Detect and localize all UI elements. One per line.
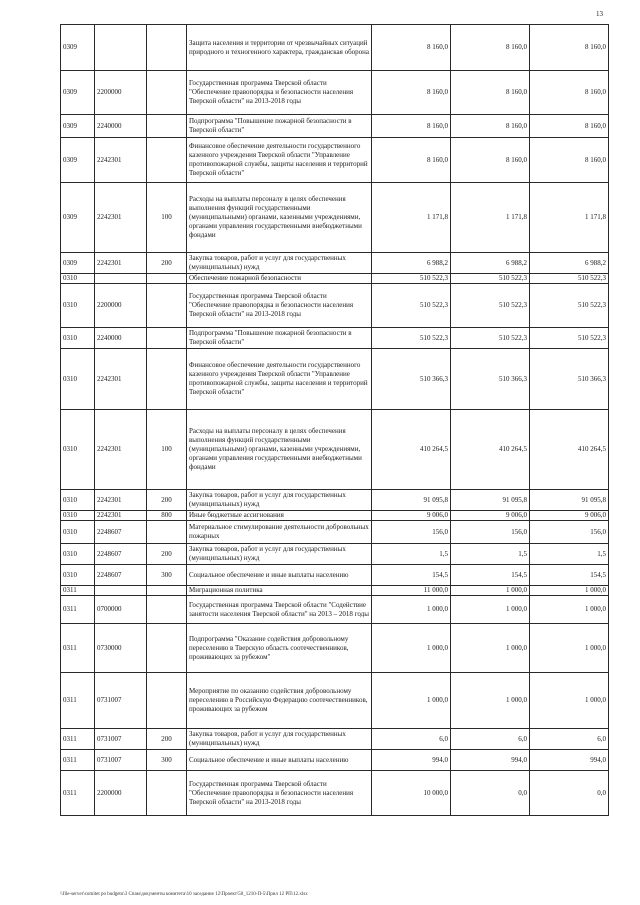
amount-2015-cell: 6 988,2: [451, 253, 530, 274]
amount-2015-cell: 1 000,0: [451, 586, 530, 596]
expense-type-cell: [147, 115, 187, 138]
amount-2016-cell: 510 522,3: [530, 328, 609, 349]
target-article-cell: 0731007: [95, 673, 147, 729]
target-article-cell: 2242301: [95, 253, 147, 274]
section-code-cell: 0310: [61, 274, 95, 284]
table-row: [61, 521, 609, 544]
table-row: [61, 565, 609, 586]
amount-2015-cell: 8 160,0: [451, 115, 530, 138]
item-name-cell: Подпрограмма "Повышение пожарной безопасности в Тверской области": [187, 328, 372, 349]
table-row: [61, 586, 609, 596]
expense-type-cell: 100: [147, 410, 187, 490]
table-row: [61, 410, 609, 490]
amount-2016-cell: 8 160,0: [530, 115, 609, 138]
table-row: [61, 673, 609, 729]
table-row: [61, 490, 609, 511]
item-name-cell: Закупка товаров, работ и услуг для государственных (муниципальных) нужд: [187, 490, 372, 511]
item-name-cell: Социальное обеспечение и иные выплаты населению: [187, 750, 372, 771]
target-article-cell: 2242301: [95, 410, 147, 490]
amount-2016-cell: 1 000,0: [530, 624, 609, 673]
amount-2016-cell: 6 988,2: [530, 253, 609, 274]
expense-type-cell: 200: [147, 253, 187, 274]
item-name-cell: Социальное обеспечение и иные выплаты населению: [187, 565, 372, 586]
amount-2016-cell: 91 095,8: [530, 490, 609, 511]
budget-table: [60, 24, 609, 816]
amount-2014-cell: 994,0: [372, 750, 451, 771]
section-code-cell: 0310: [61, 544, 95, 565]
section-code-cell: 0309: [61, 138, 95, 183]
expense-type-cell: 800: [147, 511, 187, 521]
amount-2014-cell: 510 522,3: [372, 284, 451, 328]
table-row: [61, 349, 609, 410]
amount-2014-cell: 8 160,0: [372, 71, 451, 115]
item-name-cell: Государственная программа Тверской области "Содействие занятости населения Тверской области" на 2013 – 2018 годы: [187, 596, 372, 624]
section-code-cell: 0309: [61, 253, 95, 274]
expense-type-cell: [147, 771, 187, 816]
amount-2015-cell: 1 000,0: [451, 596, 530, 624]
item-name-cell: Обеспечение пожарной безопасности: [187, 274, 372, 284]
amount-2015-cell: 6,0: [451, 729, 530, 750]
budget-table-body: [61, 25, 609, 816]
item-name-cell: Закупка товаров, работ и услуг для государственных (муниципальных) нужд: [187, 544, 372, 565]
amount-2015-cell: 156,0: [451, 521, 530, 544]
table-row: [61, 25, 609, 71]
section-code-cell: 0311: [61, 729, 95, 750]
item-name-cell: Закупка товаров, работ и услуг для государственных (муниципальных) нужд: [187, 729, 372, 750]
file-path-footer: \\file-server\comitet po budgetu\3 Спам\документы комитета\10 заседание 12\Проект\50_1210-П-5\Прил 12 РП\12.xlsx: [60, 892, 308, 897]
expense-type-cell: [147, 274, 187, 284]
target-article-cell: 2200000: [95, 284, 147, 328]
item-name-cell: Государственная программа Тверской области "Обеспечение правопорядка и безопасности населения Тверской области" на 2013-2018 годы: [187, 771, 372, 816]
amount-2016-cell: 1,5: [530, 544, 609, 565]
table-row: [61, 729, 609, 750]
expense-type-cell: 200: [147, 544, 187, 565]
table-row: [61, 183, 609, 253]
amount-2016-cell: 9 006,0: [530, 511, 609, 521]
section-code-cell: 0310: [61, 565, 95, 586]
amount-2015-cell: 994,0: [451, 750, 530, 771]
amount-2015-cell: 8 160,0: [451, 138, 530, 183]
amount-2016-cell: 510 522,3: [530, 284, 609, 328]
amount-2014-cell: 1 000,0: [372, 624, 451, 673]
amount-2015-cell: 1 000,0: [451, 673, 530, 729]
amount-2015-cell: 0,0: [451, 771, 530, 816]
section-code-cell: 0311: [61, 586, 95, 596]
amount-2015-cell: 1 171,8: [451, 183, 530, 253]
amount-2014-cell: 410 264,5: [372, 410, 451, 490]
target-article-cell: 2242301: [95, 138, 147, 183]
item-name-cell: Иные бюджетные ассигнования: [187, 511, 372, 521]
section-code-cell: 0311: [61, 673, 95, 729]
section-code-cell: 0309: [61, 25, 95, 71]
item-name-cell: Финансовое обеспечение деятельности государственного казенного учреждения Тверской области "Управление противопожарной службы, защиты населения и территорий Тверской области": [187, 349, 372, 410]
amount-2015-cell: 510 522,3: [451, 328, 530, 349]
item-name-cell: Государственная программа Тверской области "Обеспечение правопорядка и безопасности населения Тверской области" на 2013-2018 годы: [187, 71, 372, 115]
table-row: [61, 284, 609, 328]
table-row: [61, 596, 609, 624]
target-article-cell: 2242301: [95, 183, 147, 253]
table-row: [61, 138, 609, 183]
page-number: 13: [596, 10, 603, 18]
amount-2014-cell: 154,5: [372, 565, 451, 586]
section-code-cell: 0309: [61, 183, 95, 253]
table-row: [61, 544, 609, 565]
amount-2016-cell: 510 522,3: [530, 274, 609, 284]
section-code-cell: 0309: [61, 115, 95, 138]
amount-2015-cell: 510 522,3: [451, 284, 530, 328]
item-name-cell: Расходы на выплаты персоналу в целях обеспечения выполнения функций государственными (муниципальными) органами, казенными учреждениями, органами управления государственными внебюджетными фондами: [187, 410, 372, 490]
expense-type-cell: [147, 673, 187, 729]
amount-2014-cell: 10 000,0: [372, 771, 451, 816]
section-code-cell: 0309: [61, 71, 95, 115]
expense-type-cell: [147, 328, 187, 349]
table-row: [61, 511, 609, 521]
amount-2016-cell: 1 000,0: [530, 586, 609, 596]
amount-2015-cell: 8 160,0: [451, 71, 530, 115]
amount-2015-cell: 1 000,0: [451, 624, 530, 673]
section-code-cell: 0310: [61, 511, 95, 521]
expense-type-cell: 200: [147, 490, 187, 511]
item-name-cell: Материальное стимулирование деятельности добровольных пожарных: [187, 521, 372, 544]
item-name-cell: Подпрограмма "Повышение пожарной безопасности в Тверской области": [187, 115, 372, 138]
item-name-cell: Финансовое обеспечение деятельности государственного казенного учреждения Тверской области "Управление противопожарной службы, защиты населения и территорий Тверской области": [187, 138, 372, 183]
amount-2015-cell: 510 522,3: [451, 274, 530, 284]
expense-type-cell: 100: [147, 183, 187, 253]
target-article-cell: [95, 586, 147, 596]
amount-2014-cell: 1 000,0: [372, 673, 451, 729]
amount-2014-cell: 510 522,3: [372, 274, 451, 284]
amount-2015-cell: 510 366,3: [451, 349, 530, 410]
amount-2014-cell: 510 366,3: [372, 349, 451, 410]
amount-2014-cell: 11 000,0: [372, 586, 451, 596]
section-code-cell: 0311: [61, 750, 95, 771]
item-name-cell: Расходы на выплаты персоналу в целях обеспечения выполнения функций государственными (муниципальными) органами, казенными учреждениями, органами управления государственными внебюджетными фондами: [187, 183, 372, 253]
target-article-cell: 2248607: [95, 565, 147, 586]
section-code-cell: 0311: [61, 771, 95, 816]
amount-2016-cell: 1 000,0: [530, 596, 609, 624]
section-code-cell: 0310: [61, 521, 95, 544]
amount-2014-cell: 1,5: [372, 544, 451, 565]
table-row: [61, 624, 609, 673]
expense-type-cell: [147, 25, 187, 71]
amount-2014-cell: 6 988,2: [372, 253, 451, 274]
amount-2014-cell: 1 000,0: [372, 596, 451, 624]
amount-2015-cell: 9 006,0: [451, 511, 530, 521]
amount-2015-cell: 1,5: [451, 544, 530, 565]
target-article-cell: 2248607: [95, 521, 147, 544]
amount-2016-cell: 994,0: [530, 750, 609, 771]
table-row: [61, 328, 609, 349]
expense-type-cell: [147, 624, 187, 673]
target-article-cell: 0731007: [95, 750, 147, 771]
amount-2015-cell: 154,5: [451, 565, 530, 586]
amount-2015-cell: 410 264,5: [451, 410, 530, 490]
target-article-cell: 2242301: [95, 490, 147, 511]
amount-2014-cell: 9 006,0: [372, 511, 451, 521]
target-article-cell: 0700000: [95, 596, 147, 624]
amount-2016-cell: 510 366,3: [530, 349, 609, 410]
amount-2015-cell: 91 095,8: [451, 490, 530, 511]
amount-2014-cell: 91 095,8: [372, 490, 451, 511]
amount-2014-cell: 156,0: [372, 521, 451, 544]
item-name-cell: Государственная программа Тверской области "Обеспечение правопорядка и безопасности населения Тверской области" на 2013-2018 годы: [187, 284, 372, 328]
amount-2014-cell: 8 160,0: [372, 25, 451, 71]
table-row: [61, 253, 609, 274]
amount-2014-cell: 1 171,8: [372, 183, 451, 253]
item-name-cell: Подпрограмма "Оказание содействия добровольному переселению в Тверскую область соотечественников, проживающих за рубежом": [187, 624, 372, 673]
amount-2016-cell: 154,5: [530, 565, 609, 586]
section-code-cell: 0310: [61, 490, 95, 511]
expense-type-cell: [147, 596, 187, 624]
amount-2016-cell: 8 160,0: [530, 25, 609, 71]
target-article-cell: 2200000: [95, 771, 147, 816]
expense-type-cell: 200: [147, 729, 187, 750]
target-article-cell: 0730000: [95, 624, 147, 673]
expense-type-cell: [147, 284, 187, 328]
target-article-cell: [95, 25, 147, 71]
item-name-cell: Защита населения и территории от чрезвычайных ситуаций природного и техногенного характера, гражданская оборона: [187, 25, 372, 71]
table-row: [61, 771, 609, 816]
item-name-cell: Закупка товаров, работ и услуг для государственных (муниципальных) нужд: [187, 253, 372, 274]
target-article-cell: 2242301: [95, 511, 147, 521]
target-article-cell: 0731007: [95, 729, 147, 750]
amount-2014-cell: 6,0: [372, 729, 451, 750]
target-article-cell: 2240000: [95, 115, 147, 138]
expense-type-cell: 300: [147, 750, 187, 771]
item-name-cell: Мероприятие по оказанию содействия добровольному переселению в Российскую Федерацию соотечественников, проживающих за рубежом: [187, 673, 372, 729]
expense-type-cell: [147, 586, 187, 596]
amount-2014-cell: 8 160,0: [372, 138, 451, 183]
amount-2014-cell: 8 160,0: [372, 115, 451, 138]
expense-type-cell: 300: [147, 565, 187, 586]
item-name-cell: Миграционная политика: [187, 586, 372, 596]
amount-2016-cell: 8 160,0: [530, 71, 609, 115]
section-code-cell: 0310: [61, 410, 95, 490]
expense-type-cell: [147, 138, 187, 183]
amount-2015-cell: 8 160,0: [451, 25, 530, 71]
amount-2016-cell: 8 160,0: [530, 138, 609, 183]
amount-2016-cell: 6,0: [530, 729, 609, 750]
target-article-cell: 2242301: [95, 349, 147, 410]
section-code-cell: 0311: [61, 596, 95, 624]
section-code-cell: 0311: [61, 624, 95, 673]
table-row: [61, 274, 609, 284]
amount-2016-cell: 156,0: [530, 521, 609, 544]
amount-2014-cell: 510 522,3: [372, 328, 451, 349]
target-article-cell: 2240000: [95, 328, 147, 349]
target-article-cell: [95, 274, 147, 284]
target-article-cell: 2200000: [95, 71, 147, 115]
amount-2016-cell: 0,0: [530, 771, 609, 816]
expense-type-cell: [147, 349, 187, 410]
table-row: [61, 115, 609, 138]
section-code-cell: 0310: [61, 349, 95, 410]
table-row: [61, 750, 609, 771]
section-code-cell: 0310: [61, 328, 95, 349]
expense-type-cell: [147, 71, 187, 115]
amount-2016-cell: 1 171,8: [530, 183, 609, 253]
amount-2016-cell: 1 000,0: [530, 673, 609, 729]
amount-2016-cell: 410 264,5: [530, 410, 609, 490]
target-article-cell: 2248607: [95, 544, 147, 565]
section-code-cell: 0310: [61, 284, 95, 328]
table-row: [61, 71, 609, 115]
expense-type-cell: [147, 521, 187, 544]
